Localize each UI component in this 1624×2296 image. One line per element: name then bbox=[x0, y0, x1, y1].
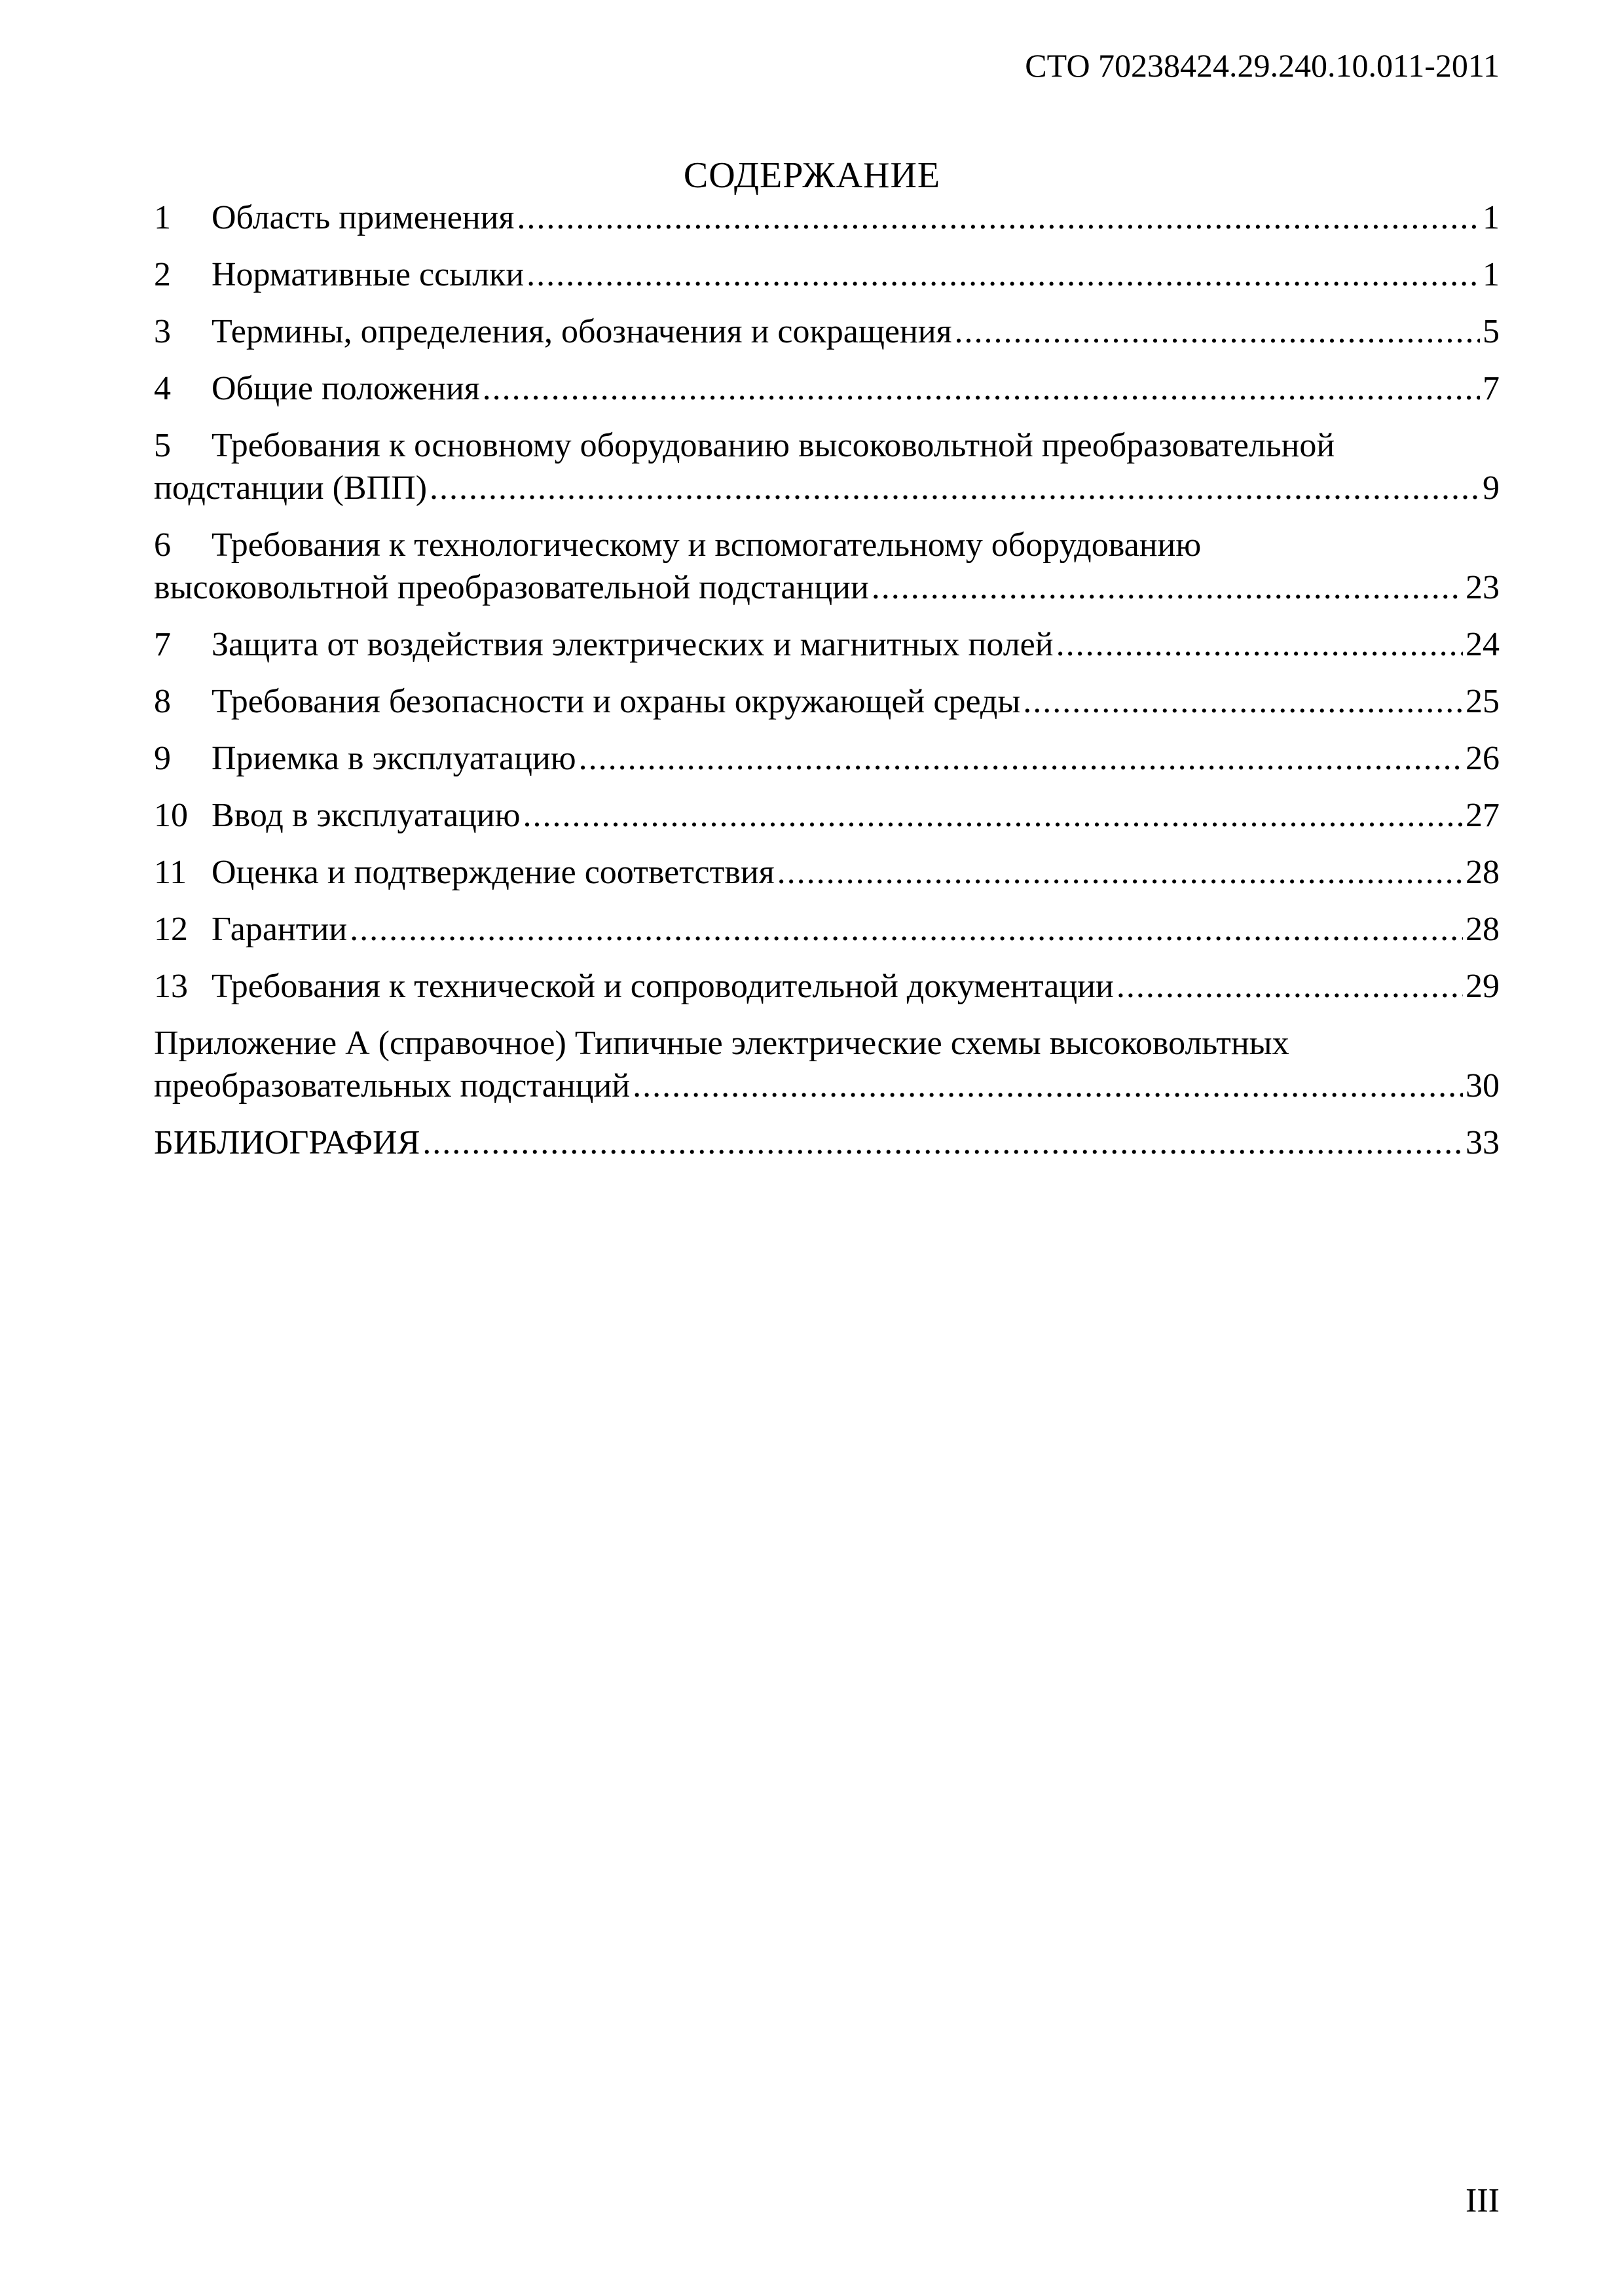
toc-entry-title: Ввод в эксплуатацию bbox=[212, 797, 521, 834]
dot-leader bbox=[523, 794, 1463, 837]
toc-entry-page: 28 bbox=[1466, 911, 1500, 948]
dot-leader bbox=[1116, 965, 1463, 1008]
toc-entry-number: 13 bbox=[154, 968, 188, 1005]
toc-entry-number: 6 bbox=[154, 526, 171, 564]
toc-entry-page: 25 bbox=[1466, 683, 1500, 720]
toc-entry-title: Нормативные ссылки bbox=[212, 256, 525, 293]
toc-entry-page: 1 bbox=[1483, 199, 1500, 236]
dot-leader bbox=[777, 851, 1463, 894]
toc-entry-number: 5 bbox=[154, 427, 171, 464]
toc-entry-appendix[interactable] bbox=[154, 1022, 1500, 1107]
toc-entry-title: Общие положения bbox=[212, 370, 480, 407]
toc-entry-title: БИБЛИОГРАФИЯ bbox=[154, 1124, 420, 1161]
toc-entry-number: 12 bbox=[154, 911, 188, 948]
dot-leader bbox=[633, 1065, 1463, 1107]
toc-entry-page: 33 bbox=[1466, 1124, 1500, 1161]
toc-entry-title: Термины, определения, обозначения и сокращения bbox=[212, 313, 952, 350]
dot-leader bbox=[872, 566, 1463, 609]
dot-leader bbox=[955, 310, 1480, 353]
toc-entry[interactable] bbox=[154, 367, 1500, 410]
toc-entry-title: Оценка и подтверждение соответствия bbox=[212, 854, 775, 891]
toc-entry[interactable] bbox=[154, 851, 1500, 894]
toc-entry-number: 2 bbox=[154, 256, 171, 293]
dot-leader bbox=[350, 908, 1463, 951]
toc-entry-number: 10 bbox=[154, 797, 188, 834]
toc-entry-number: 8 bbox=[154, 683, 171, 720]
table-of-contents bbox=[154, 196, 1500, 1178]
toc-entry[interactable] bbox=[154, 424, 1500, 509]
document-code: СТО 70238424.29.240.10.011-2011 bbox=[1025, 47, 1500, 84]
toc-entry[interactable] bbox=[154, 524, 1500, 609]
toc-entry[interactable] bbox=[154, 623, 1500, 666]
toc-entry-number: 1 bbox=[154, 199, 171, 236]
dot-leader bbox=[1056, 623, 1463, 666]
toc-entry-title: высоковольтной преобразовательной подстанции bbox=[154, 569, 869, 606]
toc-entry-title: Требования безопасности и охраны окружающей среды bbox=[212, 683, 1021, 720]
toc-entry-title: подстанции (ВПП) bbox=[154, 469, 428, 507]
dot-leader bbox=[579, 737, 1463, 780]
toc-entry[interactable] bbox=[154, 965, 1500, 1008]
toc-entry[interactable] bbox=[154, 794, 1500, 837]
toc-entry[interactable] bbox=[154, 310, 1500, 353]
toc-entry-page: 7 bbox=[1483, 370, 1500, 407]
toc-entry-title: Приемка в эксплуатацию bbox=[212, 740, 576, 777]
toc-entry-title: Требования к технической и сопроводительной документации bbox=[212, 968, 1114, 1005]
toc-entry-page: 26 bbox=[1466, 740, 1500, 777]
toc-entry-title-line1: Требования к основному оборудованию высоковольтной преобразовательной bbox=[212, 427, 1335, 464]
toc-entry-page: 23 bbox=[1466, 569, 1500, 606]
toc-entry-number: 4 bbox=[154, 370, 171, 407]
toc-entry[interactable] bbox=[154, 196, 1500, 239]
page-number: III bbox=[1466, 2182, 1500, 2219]
toc-entry-page: 24 bbox=[1466, 626, 1500, 663]
toc-entry-title-line1: Требования к технологическому и вспомогательному оборудованию bbox=[212, 526, 1202, 564]
dot-leader bbox=[483, 367, 1480, 410]
toc-title: СОДЕРЖАНИЕ bbox=[683, 155, 941, 196]
toc-entry-title-line1: Приложение А (справочное) Типичные электрические схемы высоковольтных bbox=[154, 1025, 1289, 1062]
toc-entry-page: 30 bbox=[1466, 1067, 1500, 1104]
toc-entry[interactable] bbox=[154, 253, 1500, 296]
toc-entry[interactable] bbox=[154, 680, 1500, 723]
toc-entry-page: 5 bbox=[1483, 313, 1500, 350]
toc-entry[interactable] bbox=[154, 737, 1500, 780]
toc-entry-page: 9 bbox=[1483, 469, 1500, 507]
toc-entry-title: преобразовательных подстанций bbox=[154, 1067, 631, 1104]
toc-entry-title: Гарантии bbox=[212, 911, 348, 948]
toc-entry-bibliography[interactable] bbox=[154, 1121, 1500, 1164]
dot-leader bbox=[526, 253, 1480, 296]
toc-entry-title: Область применения bbox=[212, 199, 515, 236]
dot-leader bbox=[422, 1121, 1463, 1164]
toc-entry-number: 7 bbox=[154, 626, 171, 663]
toc-entry-page: 27 bbox=[1466, 797, 1500, 834]
dot-leader bbox=[1023, 680, 1463, 723]
dot-leader bbox=[517, 196, 1480, 239]
toc-entry-number: 3 bbox=[154, 313, 171, 350]
toc-entry[interactable] bbox=[154, 908, 1500, 951]
toc-entry-page: 1 bbox=[1483, 256, 1500, 293]
toc-entry-page: 28 bbox=[1466, 854, 1500, 891]
dot-leader bbox=[430, 467, 1480, 509]
toc-entry-number: 9 bbox=[154, 740, 171, 777]
toc-entry-page: 29 bbox=[1466, 968, 1500, 1005]
toc-entry-number: 11 bbox=[154, 854, 187, 891]
toc-entry-title: Защита от воздействия электрических и магнитных полей bbox=[212, 626, 1054, 663]
